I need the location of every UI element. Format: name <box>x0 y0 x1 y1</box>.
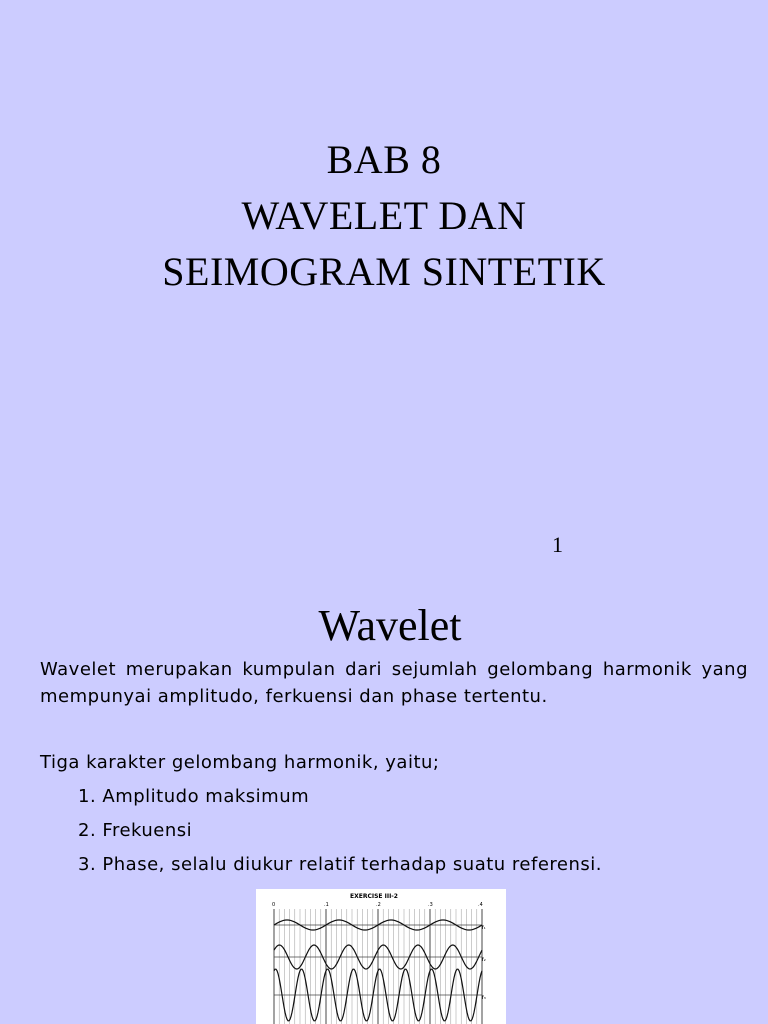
slide-title <box>0 132 768 300</box>
figure-graphic <box>256 889 506 1024</box>
figure-caption: EXERCISE III-2 <box>350 893 398 900</box>
curve-label: f₁ <box>482 925 486 931</box>
slide-number: 1 <box>552 532 563 557</box>
list-item: 1. Amplitudo maksimum <box>78 786 310 807</box>
axis-tick-label: 0 <box>272 902 276 908</box>
title-line-3: SEIMOGRAM SINTETIK <box>162 249 606 294</box>
curve-label: f₃ <box>482 995 486 1001</box>
title-line-1: BAB 8 <box>326 137 442 182</box>
axis-tick-label: .3 <box>428 902 433 908</box>
definition-paragraph: Wavelet merupakan kumpulan dari sejumlah gelombang harmonik yang mempunyai amplitudo, ferkuensi dan phase tertentu. <box>40 659 748 707</box>
list-intro: Tiga karakter gelombang harmonik, yaitu; <box>40 752 440 773</box>
axis-tick-label: .4 <box>478 902 483 908</box>
curve-label: f₂ <box>482 957 486 963</box>
characteristics-list <box>78 786 602 888</box>
axis-tick-label: .1 <box>324 902 329 908</box>
harmonic-waves-figure <box>256 889 506 1024</box>
wavelet-slide <box>0 580 768 1024</box>
slide-heading: Wavelet <box>318 601 462 650</box>
title-line-2: WAVELET DAN <box>241 193 527 238</box>
list-item: 3. Phase, selalu diukur relatif terhadap suatu referensi. <box>78 854 603 875</box>
axis-tick-label: .2 <box>376 902 381 908</box>
list-item: 2. Frekuensi <box>78 820 193 841</box>
